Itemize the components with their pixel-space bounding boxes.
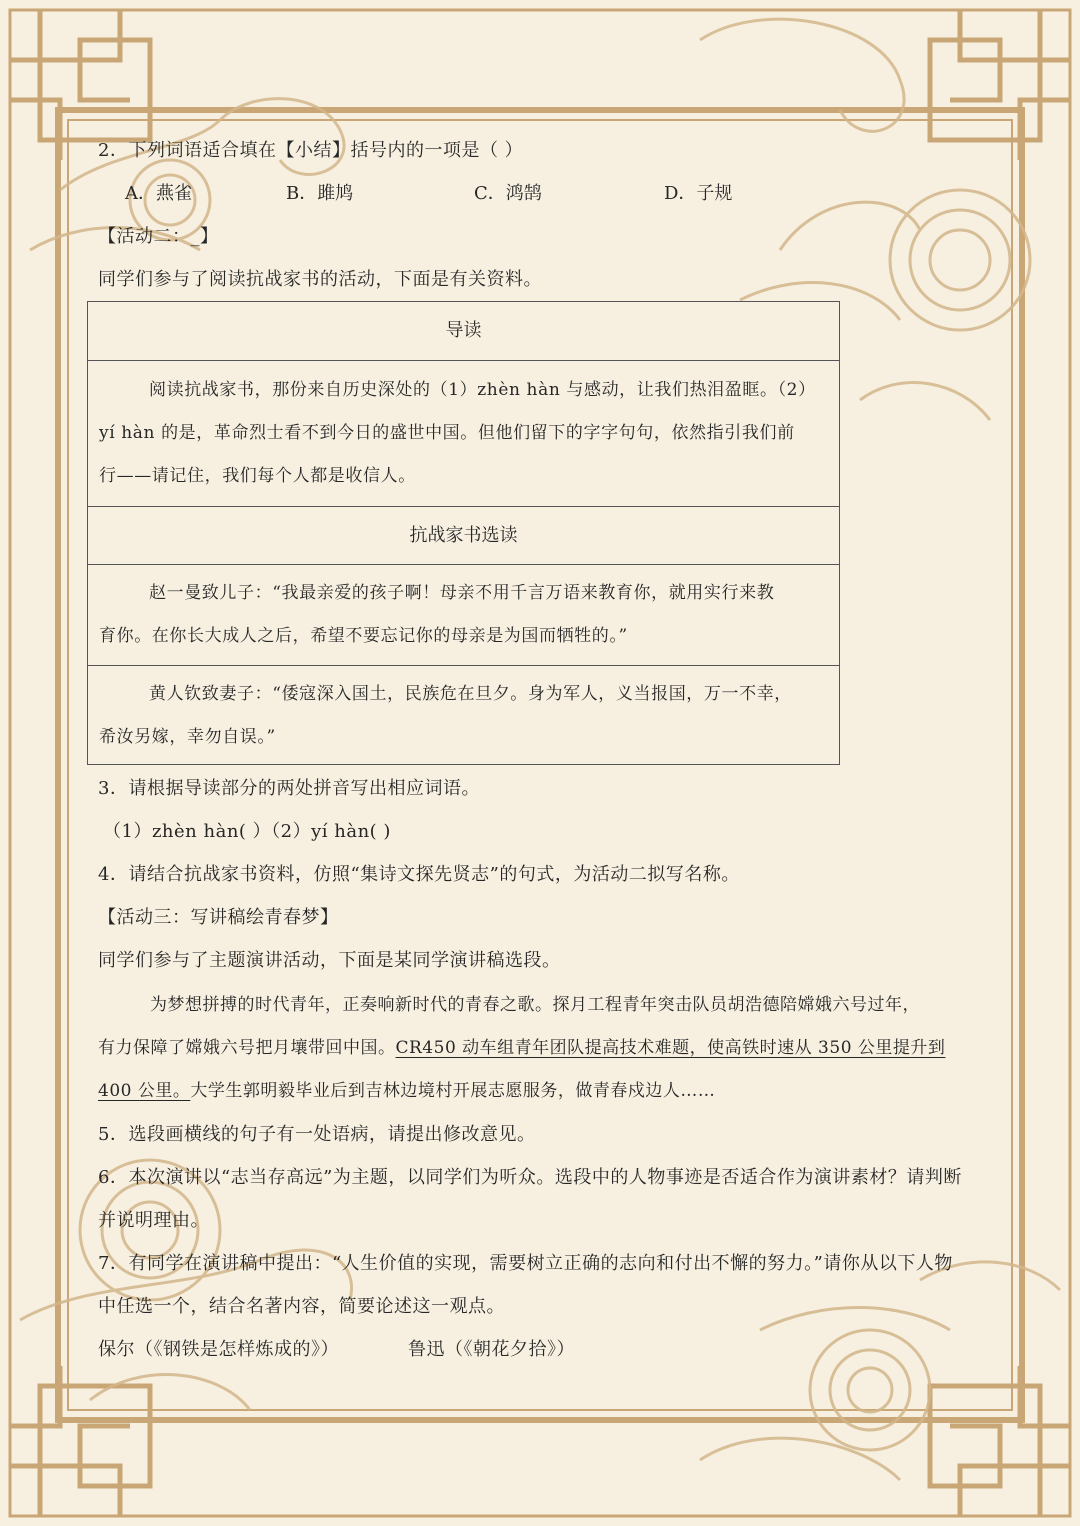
underlined-sentence: 400 公里。 — [98, 1081, 191, 1101]
q6-stem-line: 并说明理由。 — [98, 1210, 209, 1231]
letter-line: 希汝另嫁，幸勿自误。” — [99, 727, 276, 747]
activity3-intro: 同学们参与了主题演讲活动，下面是某同学演讲稿选段。 — [98, 950, 561, 971]
speech-text: 大学生郭明毅毕业后到吉林边境村开展志愿服务，做青春戍边人…… — [190, 1081, 716, 1101]
choice-luxun: 鲁迅（《朝花夕拾》） — [408, 1339, 575, 1360]
q3-blanks: （1）zhèn hàn( ）（2）yí hàn( ) — [103, 821, 391, 842]
q2-option-a: A．燕雀 — [125, 183, 192, 204]
letter-cell-zhao — [88, 564, 839, 665]
q7-stem-line: 中任选一个，结合名著内容，简要论述这一观点。 — [98, 1296, 505, 1317]
activity2-title: 【活动二：_】 — [98, 226, 219, 247]
letter-line: 育你。在你长大成人之后，希望不要忘记你的母亲是为国而牺牲的。” — [99, 626, 628, 646]
q7-stem-line: 7．有同学在演讲稿中提出：“人生价值的实现，需要树立正确的志向和付出不懈的努力。”请你从以下人物 — [98, 1253, 953, 1274]
guide-header: 导读 — [445, 320, 482, 341]
q2-option-b: B．雎鸠 — [286, 183, 354, 204]
speech-text: 有力保障了嫦娥六号把月壤带回中国。 — [98, 1038, 396, 1058]
speech-line — [98, 1036, 945, 1060]
guide-line: 阅读抗战家书，那份来自历史深处的（1）zhèn hàn 与感动，让我们热泪盈眶。（2） — [149, 380, 816, 400]
underlined-sentence: CR450 动车组青年团队提高技术难题，使高铁时速从 350 公里提升到 — [395, 1038, 946, 1058]
q2-stem: 2．下列词语适合填在【小结】括号内的一项是（ ） — [98, 140, 524, 161]
q5-stem: 5．选段画横线的句子有一处语病，请提出修改意见。 — [98, 1124, 536, 1145]
letter-line: 黄人钦致妻子：“倭寇深入国土，民族危在旦夕。身为军人，义当报国，万一不幸， — [149, 684, 792, 704]
letters-header: 抗战家书选读 — [409, 525, 518, 546]
activity3-title: 【活动三：写讲稿绘青春梦】 — [98, 907, 339, 928]
guide-cell — [88, 360, 839, 506]
q2-option-d: D．子规 — [664, 183, 733, 204]
q3-stem: 3．请根据导读部分的两处拼音写出相应词语。 — [98, 778, 480, 799]
q6-stem-line: 6．本次演讲以“志当存高远”为主题，以同学们为听众。选段中的人物事迹是否适合作为演讲素材？请判断 — [98, 1167, 962, 1188]
letter-line: 赵一曼致儿子：“我最亲爱的孩子啊！母亲不用千言万语来教育你，就用实行来教 — [149, 583, 775, 603]
speech-line — [98, 1079, 715, 1103]
letter-cell-huang — [88, 665, 839, 766]
activity2-intro: 同学们参与了阅读抗战家书的活动，下面是有关资料。 — [98, 269, 542, 290]
guide-line: yí hàn 的是，革命烈士看不到今日的盛世中国。但他们留下的字字句句，依然指引我们前 — [99, 423, 795, 443]
guide-line: 行——请记住，我们每个人都是收信人。 — [99, 466, 416, 486]
q2-option-c: C．鸿鹄 — [474, 183, 542, 204]
q4-stem: 4．请结合抗战家书资料，仿照“集诗文探先贤志”的句式，为活动二拟写名称。 — [98, 864, 740, 885]
choice-paul: 保尔（《钢铁是怎样炼成的》） — [98, 1339, 339, 1360]
reading-material-table — [87, 301, 840, 765]
speech-line: 为梦想拼搏的时代青年，正奏响新时代的青春之歌。探月工程青年突击队员胡浩德陪嫦娥六号过年， — [150, 995, 920, 1015]
